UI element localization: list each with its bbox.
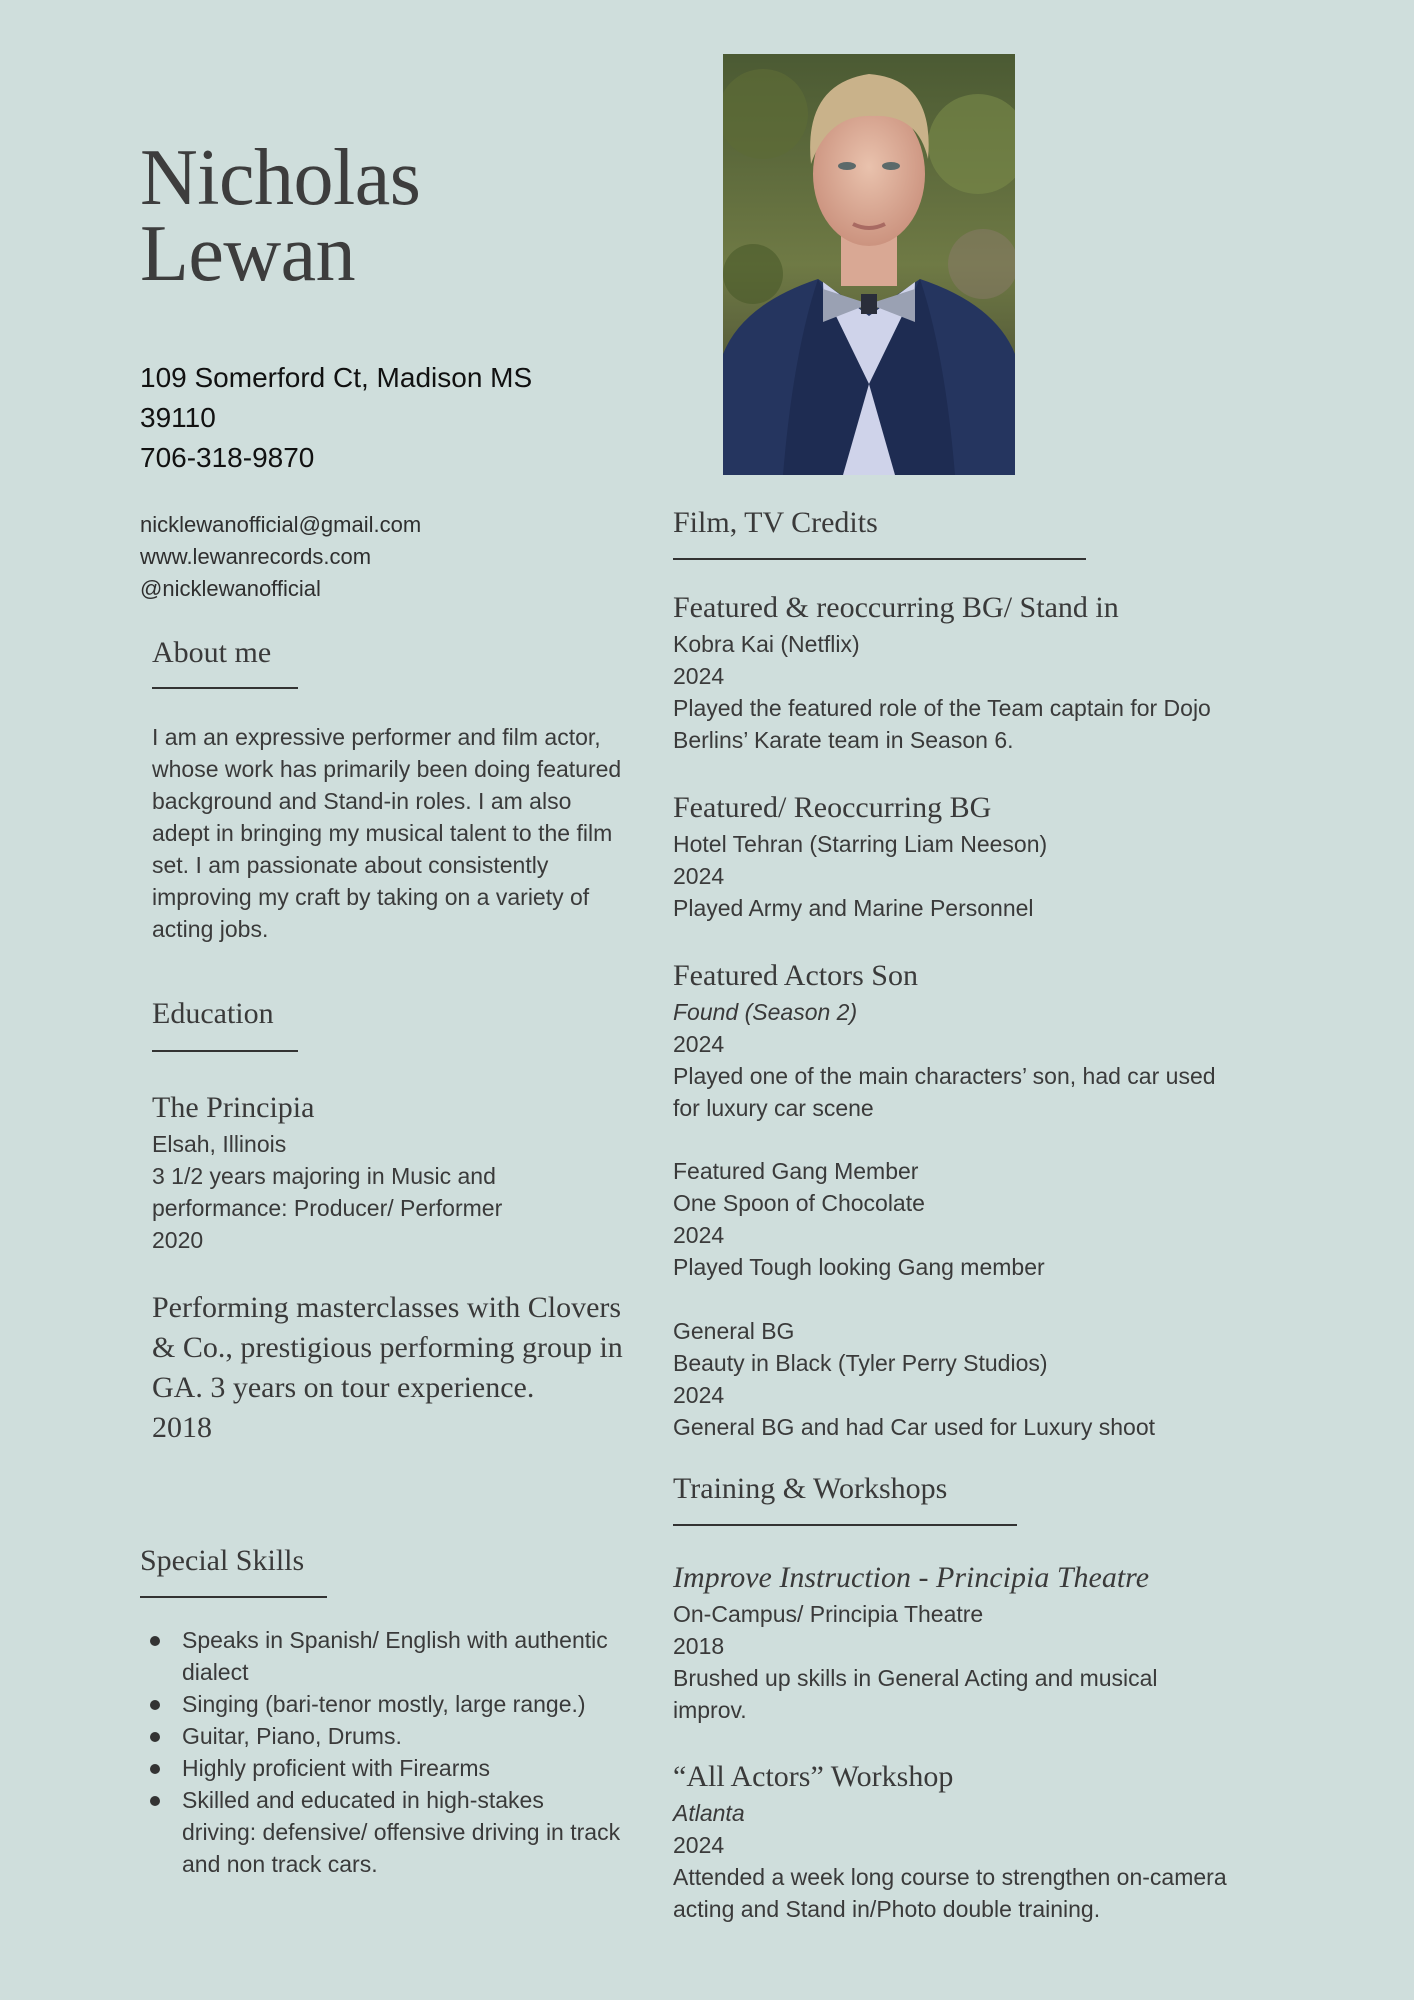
training-desc: Brushed up skills in General Acting and musical improv. <box>673 1665 1158 1723</box>
social-handle[interactable]: @nicklewanofficial <box>140 576 321 601</box>
masterclass-year: 2018 <box>152 1411 212 1444</box>
credit-entry <box>673 588 1233 756</box>
credit-production: Found (Season 2) <box>673 999 858 1025</box>
skill-item: Skilled and educated in high-stakes driving: defensive/ offensive driving in track and non track cars. <box>141 1784 621 1880</box>
credit-desc: Played Army and Marine Personnel <box>673 895 1034 921</box>
phone: 706-318-9870 <box>140 442 315 473</box>
credits-title: Film, TV Credits <box>673 506 878 539</box>
credit-role: Featured/ Reoccurring BG <box>673 791 992 824</box>
training-name: “All Actors” Workshop <box>673 1760 954 1793</box>
credit-year: 2024 <box>673 1222 725 1248</box>
headshot-photo <box>723 54 1015 475</box>
contact-block <box>140 358 532 478</box>
address-line-1: 109 Somerford Ct, Madison MS <box>140 362 533 393</box>
last-name: Lewan <box>140 210 356 298</box>
school-year: 2020 <box>152 1227 204 1253</box>
about-divider <box>152 687 298 689</box>
training-name: Improve Instruction - Principia Theatre <box>673 1561 1150 1594</box>
address-line-2: 39110 <box>140 402 216 433</box>
skills-list <box>141 1624 621 1880</box>
masterclass-entry <box>152 1288 642 1448</box>
credit-entry <box>673 956 1233 1124</box>
training-year: 2018 <box>673 1633 725 1659</box>
credit-role: Featured Gang Member <box>673 1158 919 1184</box>
credit-entry <box>673 1315 1233 1443</box>
training-desc: Attended a week long course to strengthen on-camera acting and Stand in/Photo double training. <box>673 1864 1227 1922</box>
credit-year: 2024 <box>673 1382 725 1408</box>
education-entry <box>152 1088 632 1256</box>
first-name: Nicholas <box>140 134 421 222</box>
credit-production: Beauty in Black (Tyler Perry Studios) <box>673 1350 1048 1376</box>
credit-role: General BG <box>673 1318 795 1344</box>
credit-desc: General BG and had Car used for Luxury shoot <box>673 1414 1156 1440</box>
credit-production: One Spoon of Chocolate <box>673 1190 925 1216</box>
headshot-image <box>723 54 1015 475</box>
credit-production: Hotel Tehran (Starring Liam Neeson) <box>673 831 1048 857</box>
education-divider <box>152 1050 298 1052</box>
skill-item: Singing (bari-tenor mostly, large range.) <box>141 1688 621 1720</box>
training-place: Atlanta <box>673 1800 745 1826</box>
credits-divider <box>673 558 1086 560</box>
skill-item: Guitar, Piano, Drums. <box>141 1720 621 1752</box>
training-place: On-Campus/ Principia Theatre <box>673 1601 984 1627</box>
credit-year: 2024 <box>673 863 725 889</box>
credit-entry <box>673 788 1233 924</box>
credit-entry <box>673 1155 1233 1283</box>
website-link[interactable]: www.lewanrecords.com <box>140 544 372 569</box>
masterclass-text: Performing masterclasses with Clovers & Co., prestigious performing group in GA. 3 years on tour experience. <box>152 1291 623 1404</box>
credit-desc: Played one of the main characters’ son, had car used for luxury car scene <box>673 1063 1216 1121</box>
credit-role: Featured & reoccurring BG/ Stand in <box>673 591 1119 624</box>
skills-title: Special Skills <box>140 1544 305 1577</box>
credit-year: 2024 <box>673 663 725 689</box>
school-detail: 3 1/2 years majoring in Music and performance: Producer/ Performer <box>152 1163 503 1221</box>
skill-item: Highly proficient with Firearms <box>141 1752 621 1784</box>
education-title: Education <box>152 997 274 1030</box>
training-divider <box>673 1524 1017 1526</box>
credit-year: 2024 <box>673 1031 725 1057</box>
training-entry <box>673 1757 1233 1925</box>
email-link[interactable]: nicklewanofficial@gmail.com <box>140 512 422 537</box>
about-title: About me <box>152 636 272 669</box>
training-title: Training & Workshops <box>673 1472 948 1505</box>
training-year: 2024 <box>673 1832 725 1858</box>
school-name: The Principia <box>152 1091 315 1124</box>
links-block <box>140 509 421 605</box>
credit-desc: Played the featured role of the Team captain for Dojo Berlins’ Karate team in Season 6. <box>673 695 1211 753</box>
school-location: Elsah, Illinois <box>152 1131 287 1157</box>
about-text: I am an expressive performer and film actor, whose work has primarily been doing featured background and Stand-in roles. I am also adept in bringing my musical talent to the film set. I am passionate about consistently improving my craft by taking on a variety of acting jobs. <box>152 724 622 942</box>
credit-production: Kobra Kai (Netflix) <box>673 631 860 657</box>
credit-role: Featured Actors Son <box>673 959 918 992</box>
credit-desc: Played Tough looking Gang member <box>673 1254 1045 1280</box>
training-entry <box>673 1558 1233 1726</box>
name-heading <box>140 134 421 298</box>
skill-item: Speaks in Spanish/ English with authentic dialect <box>141 1624 621 1688</box>
skills-divider <box>140 1596 327 1598</box>
